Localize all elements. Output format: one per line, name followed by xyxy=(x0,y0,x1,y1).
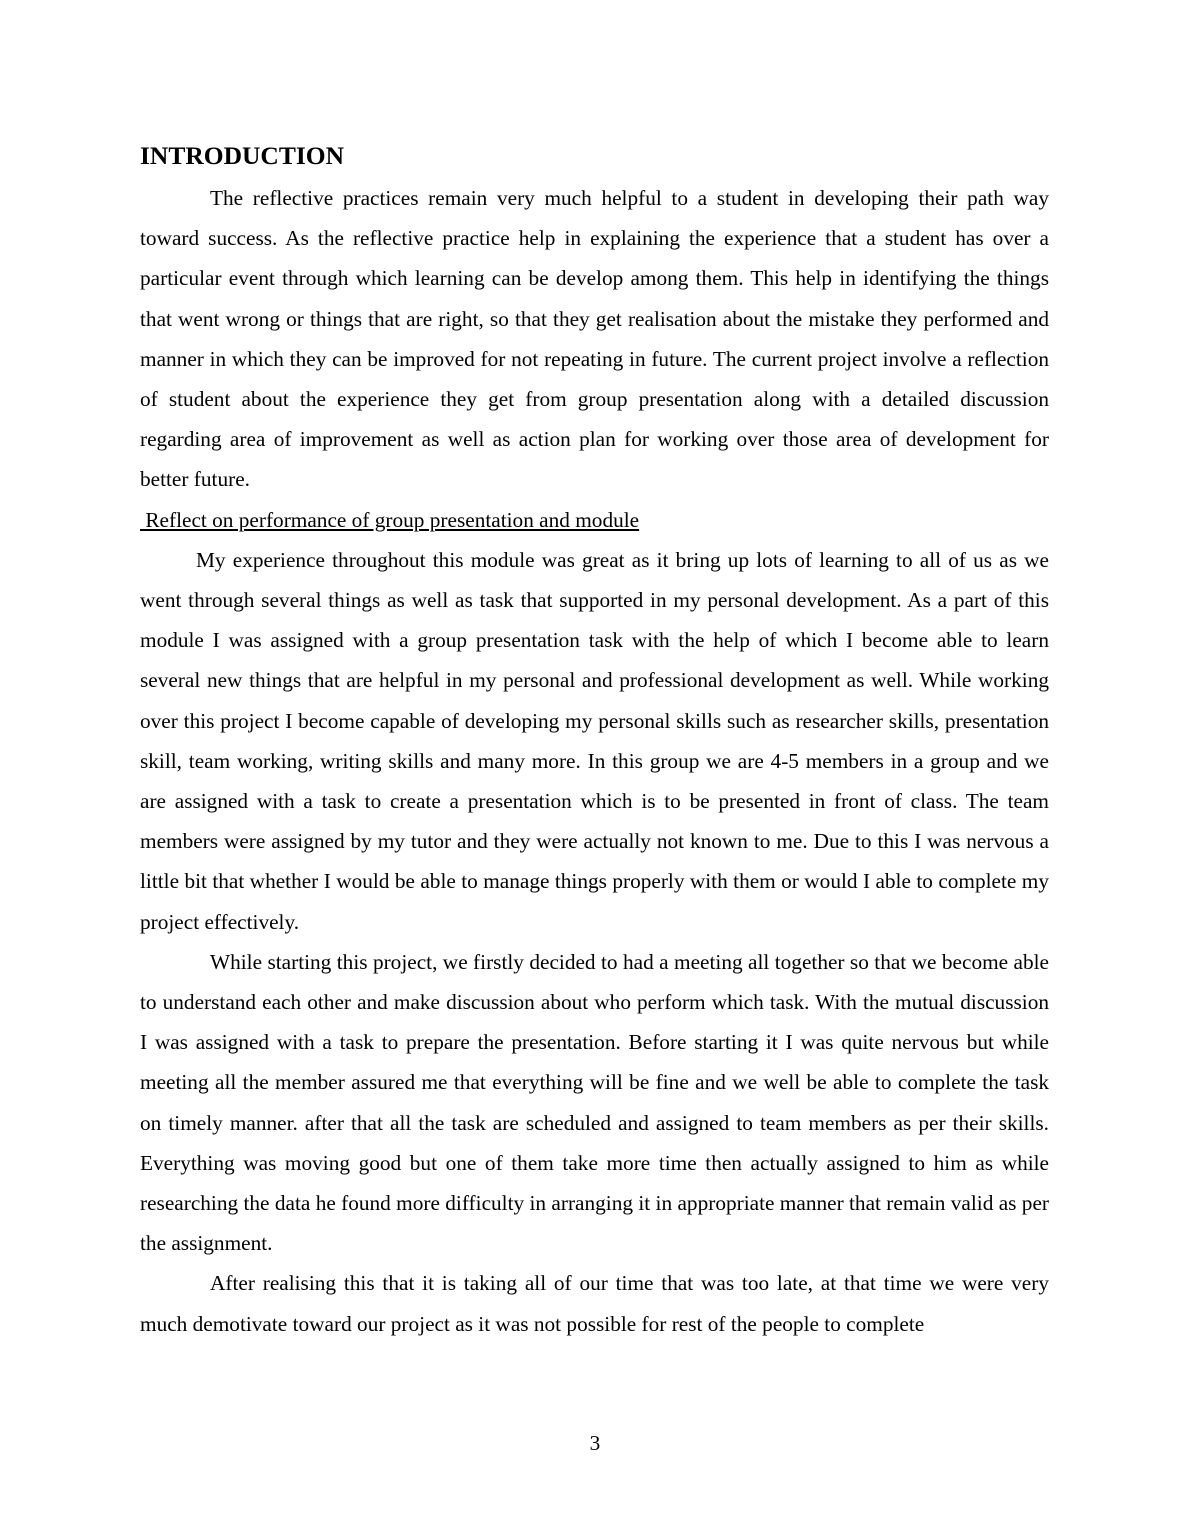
subsection-heading: Reflect on performance of group presentation and module xyxy=(140,507,640,532)
intro-paragraph: The reflective practices remain very much helpful to a student in developing their path way toward success. As the reflective practice help in explaining the experience that a student has over a particular event through which learning can be develop among them. This help in identifying the things that went wrong or things that are right, so that they get realisation about the mistake they performed and manner in which they can be improved for not repeating in future. The current project involve a reflection of student about the experience they get from group presentation along with a detailed discussion regarding area of improvement as well as action plan for working over those area of development for better future. xyxy=(140,186,1049,492)
section-heading: INTRODUCTION xyxy=(140,141,345,170)
body-paragraph: After realising this that it is taking all of our time that was too late, at that time we were very much demotivate toward our project as it was not possible for rest of the people to complete xyxy=(140,1271,1049,1336)
body-paragraph: My experience throughout this module was great as it bring up lots of learning to all of us as we went through several things as well as task that supported in my personal development. As a part of this module I was assigned with a group presentation task with the help of which I become able to learn several new things that are helpful in my personal and professional development as well. While working over this project I become capable of developing my personal skills such as researcher skills, presentation skill, team working, writing skills and many more. In this group we are 4-5 members in a group and we are assigned with a task to create a presentation which is to be presented in front of class. The team members were assigned by my tutor and they were actually not known to me. Due to this I was nervous a little bit that whether I would be able to manage things properly with them or would I able to complete my project effectively. xyxy=(140,547,1049,934)
body-paragraph: While starting this project, we firstly decided to had a meeting all together so that we become able to understand each other and make discussion about who perform which task. With the mutual discussion I was assigned with a task to prepare the presentation. Before starting it I was quite nervous but while meeting all the member assured me that everything will be fine and we well be able to complete the task on timely manner. after that all the task are scheduled and assigned to team members as per their skills. Everything was moving good but one of them take more time then actually assigned to him as while researching the data he found more difficulty in arranging it in appropriate manner that remain valid as per the assignment. xyxy=(140,949,1049,1256)
page-body xyxy=(140,138,1049,1344)
page-number: 3 xyxy=(589,1431,601,1455)
